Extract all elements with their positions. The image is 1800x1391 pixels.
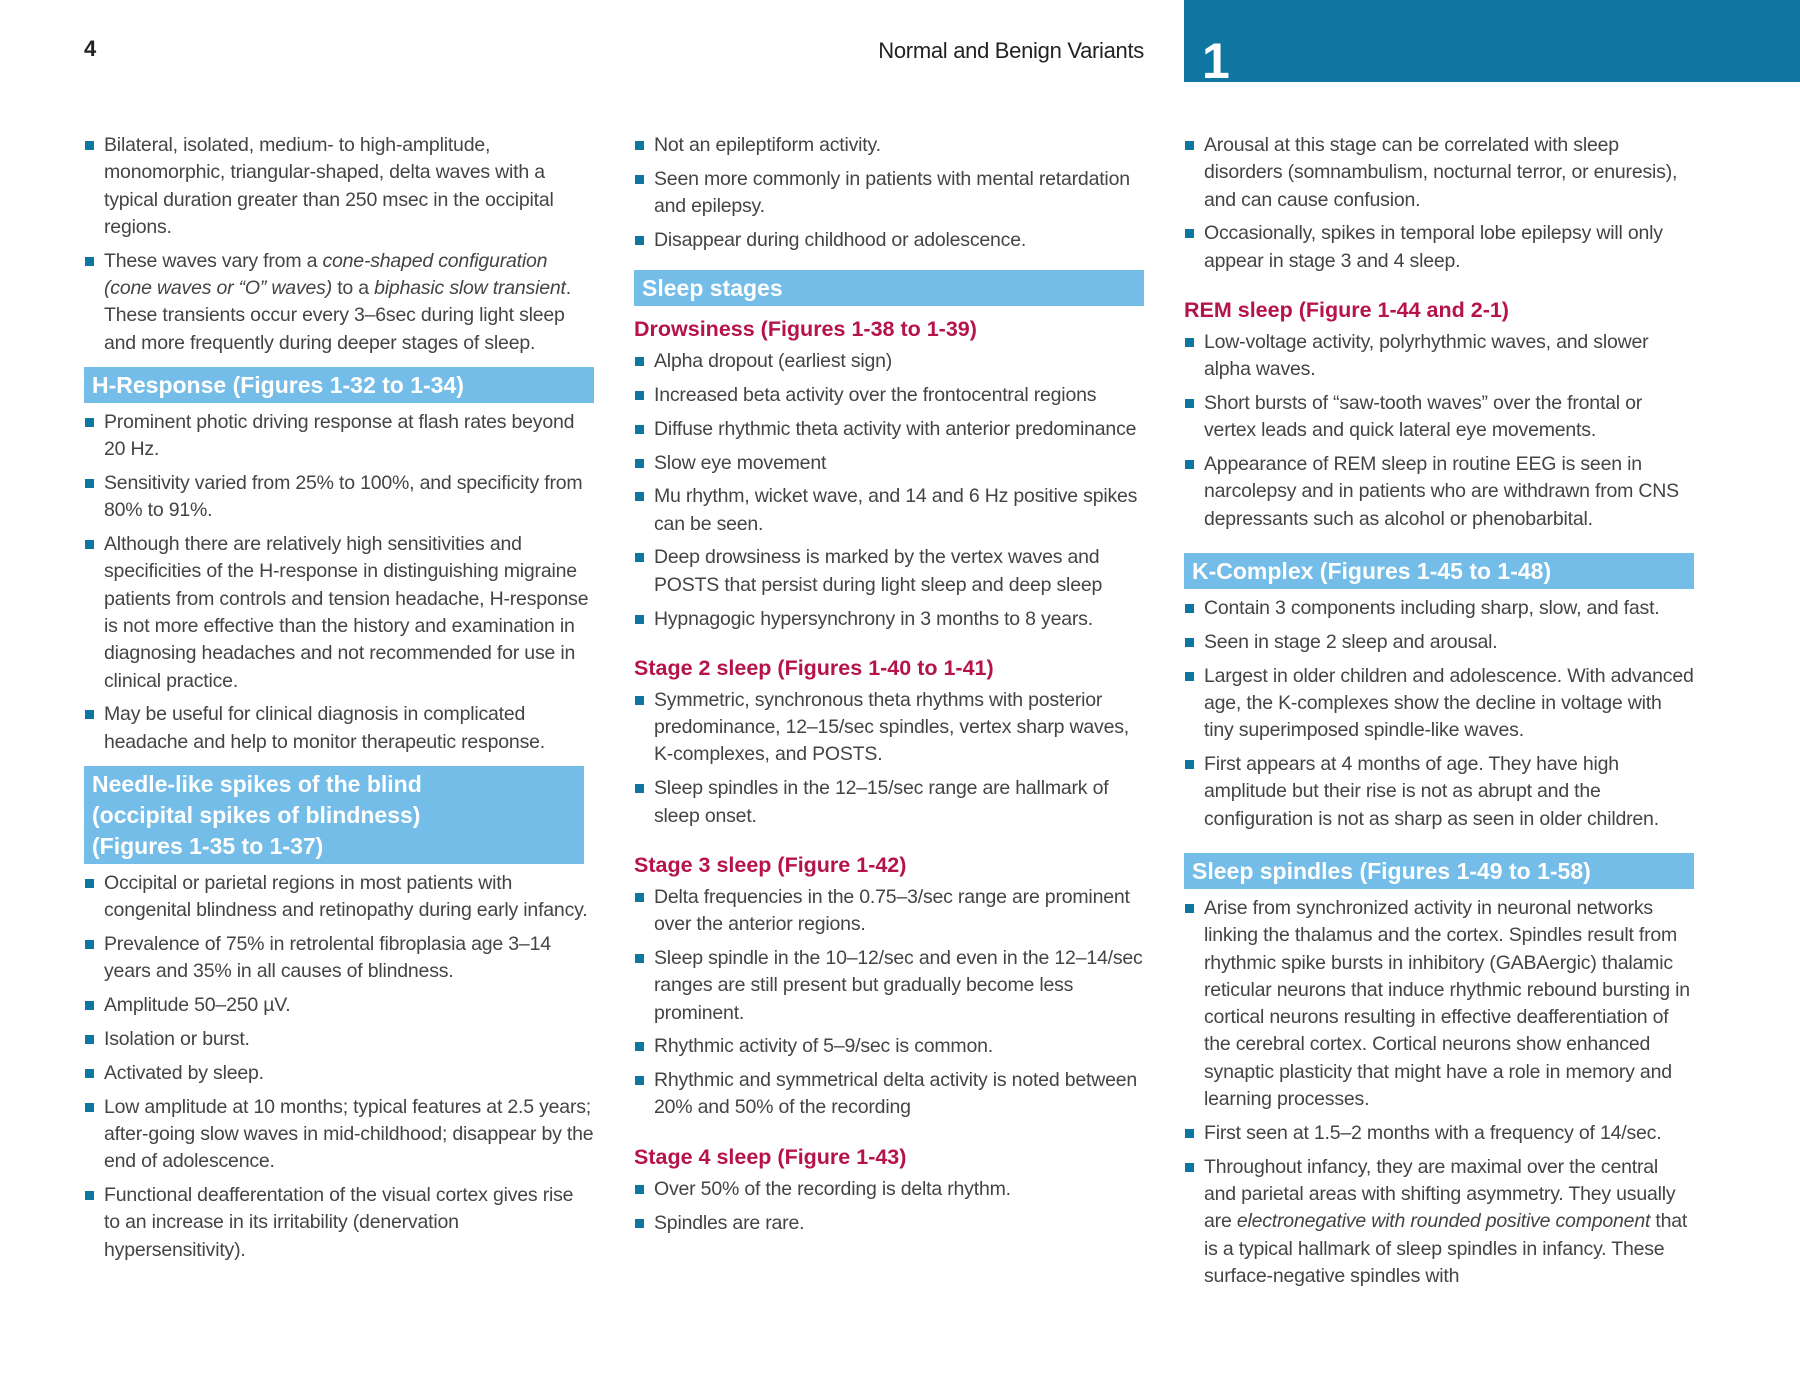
stage-2-list [634,687,1144,830]
list-item: Alpha dropout (earliest sign) [634,348,1144,375]
bullet-square-icon [1185,1129,1194,1138]
bullet-square-icon [635,954,644,963]
chapter-number: 1 [1202,33,1230,89]
section-heading-k-complex: K-Complex (Figures 1-45 to 1-48) [1184,553,1694,589]
running-head: Normal and Benign Variants [878,38,1144,63]
bullet-square-icon [1185,338,1194,347]
list-item: Symmetric, synchronous theta rhythms with posterior predominance, 12–15/sec spindles, vertex sharp waves, K-complexes, and POSTS. [634,687,1144,769]
list-item: Appearance of REM sleep in routine EEG is seen in narcolepsy and in patients who are withdrawn from CNS depressants such as alcohol or phenobarbital. [1184,451,1694,533]
list-item: Bilateral, isolated, medium- to high-amplitude, monomorphic, triangular-shaped, delta waves with a typical duration greater than 250 msec in the occipital regions. [84,132,594,241]
bullet-square-icon [85,879,94,888]
bullet-square-icon [1185,399,1194,408]
bullet-square-icon [1185,229,1194,238]
intro-list [1184,132,1694,275]
bullet-square-icon [635,1042,644,1051]
list-item: Over 50% of the recording is delta rhythm. [634,1176,1144,1203]
bullet-square-icon [85,1035,94,1044]
bullet-square-icon [635,553,644,562]
list-item: Rhythmic and symmetrical delta activity is noted between 20% and 50% of the recording [634,1067,1144,1122]
list-item: Occipital or parietal regions in most patients with congenital blindness and retinopathy during early infancy. [84,870,594,925]
bullet-square-icon [635,141,644,150]
list-item: Short bursts of “saw-tooth waves” over the frontal or vertex leads and quick lateral eye movements. [1184,390,1694,445]
bullet-square-icon [1185,904,1194,913]
bullet-square-icon [1185,141,1194,150]
bullet-square-icon [85,940,94,949]
list-item: Hypnagogic hypersynchrony in 3 months to 8 years. [634,606,1144,633]
bullet-square-icon [85,540,94,549]
bullet-square-icon [635,1076,644,1085]
subheading-stage-3: Stage 3 sleep (Figure 1-42) [634,852,907,877]
list-item: Throughout infancy, they are maximal over the central and parietal areas with shifting asymmetry. They usually are electronegative with rounded positive component that is a typical hallmark of sleep spindles in infancy. These surface-negative spindles with [1184,1154,1694,1290]
bullet-square-icon [635,492,644,501]
bullet-square-icon [85,1069,94,1078]
bullet-square-icon [85,479,94,488]
section-heading-sleep-spindles: Sleep spindles (Figures 1-49 to 1-58) [1184,853,1694,889]
bullet-square-icon [85,1103,94,1112]
bullet-square-icon [1185,760,1194,769]
list-item: Seen in stage 2 sleep and arousal. [1184,629,1694,656]
bullet-square-icon [85,1191,94,1200]
list-item: Low-voltage activity, polyrhythmic waves, and slower alpha waves. [1184,329,1694,384]
list-item: Functional deafferentation of the visual cortex gives rise to an increase in its irritability (denervation hypersensitivity). [84,1182,594,1264]
list-item: First seen at 1.5–2 months with a frequency of 14/sec. [1184,1120,1694,1147]
bullet-square-icon [85,418,94,427]
section-heading-needle-spikes: Needle-like spikes of the blind (occipital spikes of blindness) (Figures 1-35 to 1-37) [84,766,584,864]
bullet-square-icon [635,425,644,434]
list-item: Arousal at this stage can be correlated with sleep disorders (somnambulism, nocturnal terror, or enuresis), and can cause confusion. [1184,132,1694,214]
list-item: Sleep spindles in the 12–15/sec range are hallmark of sleep onset. [634,775,1144,830]
list-item: Sensitivity varied from 25% to 100%, and specificity from 80% to 91%. [84,470,594,525]
bullet-square-icon [1185,460,1194,469]
bullet-square-icon [635,696,644,705]
list-item: Prevalence of 75% in retrolental fibroplasia age 3–14 years and 35% in all causes of blindness. [84,931,594,986]
column-3 [1184,132,1694,1297]
column-1 [84,132,594,1270]
list-item: Arise from synchronized activity in neuronal networks linking the thalamus and the cortex. Spindles result from rhythmic spike bursts in inhibitory (GABAergic) thalamic reticular neurons that induce rhythmic rebound bursting in cortical neurons resulting in effective deafferentiation of the cerebral cortex. Cortical neurons show enhanced synaptic plasticity that might have a role in memory and learning processes. [1184,895,1694,1113]
bullet-square-icon [85,1001,94,1010]
intro-list [84,132,594,357]
list-item: Sleep spindle in the 10–12/sec and even in the 12–14/sec ranges are still present but gradually become less prominent. [634,945,1144,1027]
list-item: Activated by sleep. [84,1060,594,1087]
bullet-square-icon [635,357,644,366]
bullet-square-icon [1185,604,1194,613]
stage-4-list [634,1176,1144,1237]
section-heading-sleep-stages: Sleep stages [634,270,1144,306]
intro-list [634,132,1144,254]
list-item: Low amplitude at 10 months; typical features at 2.5 years; after-going slow waves in mid-childhood; disappear by the end of adolescence. [84,1094,594,1176]
list-item: Contain 3 components including sharp, slow, and fast. [1184,595,1694,622]
list-item: Occasionally, spikes in temporal lobe epilepsy will only appear in stage 3 and 4 sleep. [1184,220,1694,275]
bullet-square-icon [85,141,94,150]
list-item: Mu rhythm, wicket wave, and 14 and 6 Hz positive spikes can be seen. [634,483,1144,538]
list-item: Slow eye movement [634,450,1144,477]
list-item: May be useful for clinical diagnosis in complicated headache and help to monitor therapeutic response. [84,701,594,756]
bullet-square-icon [635,175,644,184]
bullet-square-icon [635,236,644,245]
subheading-drowsiness: Drowsiness (Figures 1-38 to 1-39) [634,317,977,342]
bullet-square-icon [635,391,644,400]
list-item: Although there are relatively high sensitivities and specificities of the H-response in distinguishing migraine patients from controls and tension headache, H-response is not more effective than the history and examination in diagnosing headaches and not recommended for use in clinical practice. [84,531,594,695]
list-item: Increased beta activity over the frontocentral regions [634,382,1144,409]
bullet-square-icon [1185,1163,1194,1172]
bullet-square-icon [635,784,644,793]
list-item: Seen more commonly in patients with mental retardation and epilepsy. [634,166,1144,221]
subheading-rem-sleep: REM sleep (Figure 1-44 and 2-1) [1184,297,1509,322]
drowsiness-list [634,348,1144,633]
k-complex-list [1184,595,1694,833]
h-response-list [84,409,594,756]
bullet-square-icon [85,710,94,719]
list-item: Disappear during childhood or adolescence. [634,227,1144,254]
bullet-square-icon [85,257,94,266]
rem-list [1184,329,1694,533]
list-item: Prominent photic driving response at flash rates beyond 20 Hz. [84,409,594,464]
list-item: Diffuse rhythmic theta activity with anterior predominance [634,416,1144,443]
list-item: Spindles are rare. [634,1210,1144,1237]
list-item: Largest in older children and adolescence. With advanced age, the K-complexes show the decline in voltage with tiny superimposed spindle-like waves. [1184,663,1694,745]
chapter-tab [1184,0,1800,89]
subheading-stage-4: Stage 4 sleep (Figure 1-43) [634,1144,907,1169]
list-item: Rhythmic activity of 5–9/sec is common. [634,1033,1144,1060]
list-item: Not an epileptiform activity. [634,132,1144,159]
column-2 [634,132,1144,1243]
bullet-square-icon [635,1219,644,1228]
page-number: 4 [84,36,97,61]
needle-spikes-list [84,870,594,1264]
list-item: Amplitude 50–250 µV. [84,992,594,1019]
bullet-square-icon [1185,638,1194,647]
bullet-square-icon [635,1185,644,1194]
section-heading-h-response: H-Response (Figures 1-32 to 1-34) [84,367,594,403]
bullet-square-icon [1185,672,1194,681]
bullet-square-icon [635,459,644,468]
bullet-square-icon [635,893,644,902]
stage-3-list [634,884,1144,1122]
sleep-spindles-list [1184,895,1694,1290]
list-item: These waves vary from a cone-shaped configuration (cone waves or “O” waves) to a biphasic slow transient. These transients occur every 3–6sec during light sleep and more frequently during deeper stages of sleep. [84,248,594,357]
bullet-square-icon [635,615,644,624]
subheading-stage-2: Stage 2 sleep (Figures 1-40 to 1-41) [634,655,994,680]
list-item: First appears at 4 months of age. They have high amplitude but their rise is not as abrupt and the configuration is not as sharp as seen in older children. [1184,751,1694,833]
list-item: Deep drowsiness is marked by the vertex waves and POSTS that persist during light sleep and deep sleep [634,544,1144,599]
list-item: Isolation or burst. [84,1026,594,1053]
list-item: Delta frequencies in the 0.75–3/sec range are prominent over the anterior regions. [634,884,1144,939]
